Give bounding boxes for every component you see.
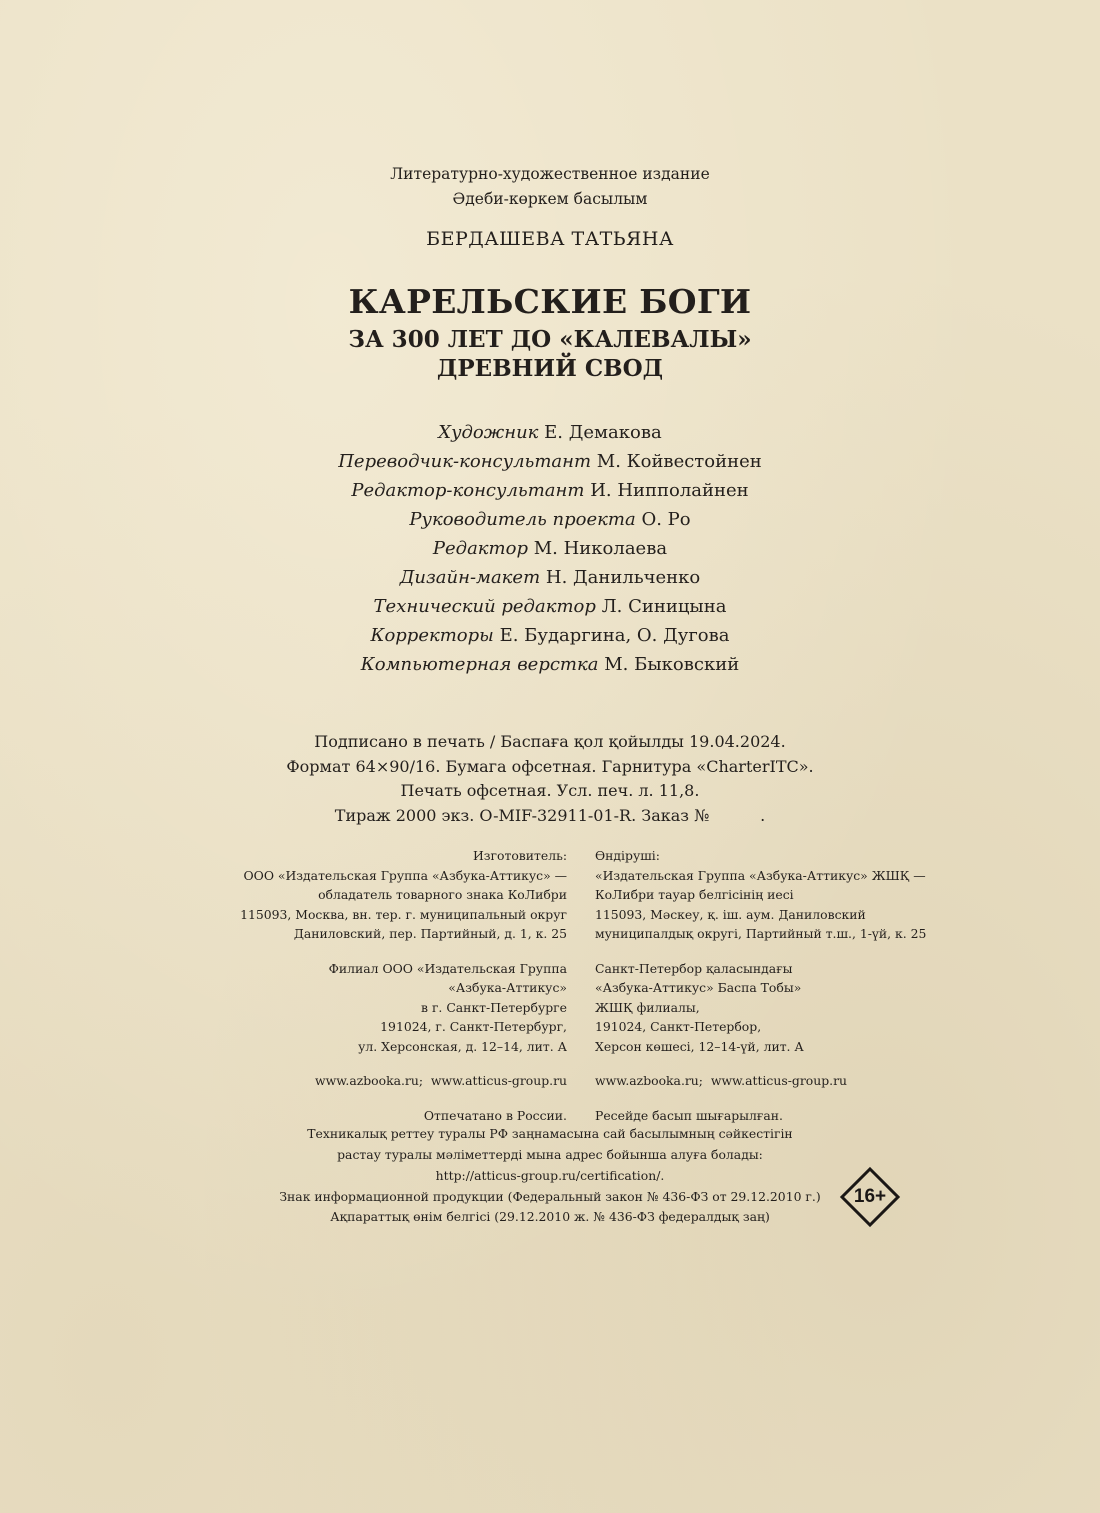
credit-name: М. Быковский <box>604 654 740 675</box>
imprint-line: Тираж 2000 экз. O-MIF-32911-01-R. Заказ № . <box>334 805 766 825</box>
credit-line <box>0 534 1100 563</box>
credit-role: Художник <box>438 422 539 443</box>
credit-role: Компьютерная верстка <box>360 654 599 675</box>
imprint-line: Формат 64×90/16. Бумага офсетная. Гарнитура «CharterITC». <box>286 756 814 776</box>
credit-role: Дизайн-макет <box>399 567 541 588</box>
edition-line-kk: Әдеби-көркем басылым <box>452 190 648 208</box>
manufacturer-line: КоЛибри тауар белгісінің иесі <box>595 887 794 902</box>
book-subtitle <box>0 325 1100 383</box>
branch-line: «Азбука-Аттикус» Баспа Тобы» <box>595 980 802 995</box>
credits-list <box>0 418 1100 679</box>
manufacturer-line: 115093, Москва, вн. тер. г. муниципальный округ <box>240 906 567 922</box>
websites-kk: www.azbooka.ru; www.atticus-group.ru <box>595 1073 847 1088</box>
subtitle-line-1: ЗА 300 ЛЕТ ДО «КАЛЕВАЛЫ» <box>348 326 752 353</box>
credit-name: Е. Бударгина, О. Дугова <box>499 625 730 646</box>
printed-in-kk: Ресейде басып шығарылған. <box>595 1107 783 1123</box>
branch-line: в г. Санкт-Петербурге <box>421 999 567 1015</box>
credit-line <box>0 447 1100 476</box>
sign-line-ru: Знак информационной продукции (Федеральный закон № 436-ФЗ от 29.12.2010 г.) <box>279 1189 821 1204</box>
credit-line <box>0 621 1100 650</box>
manufacturer-line: «Издательская Группа «Азбука-Аттикус» ЖШҚ — <box>595 867 926 883</box>
age-rating-label: 16+ <box>853 1186 887 1207</box>
branch-block-kk <box>595 959 975 1057</box>
certification-note <box>0 1123 1100 1186</box>
branch-line: «Азбука-Аттикус» <box>448 980 567 995</box>
publisher-info-ru <box>187 846 567 1140</box>
certification-url: http://atticus-group.ru/certification/. <box>435 1168 665 1183</box>
author-name: БЕРДАШЕВА ТАТЬЯНА <box>426 228 674 250</box>
credit-line <box>0 563 1100 592</box>
edition-line-ru: Литературно-художественное издание <box>390 165 710 183</box>
sign-line-kk: Ақпараттық өнім белгісі (29.12.2010 ж. № 436-ФЗ федералдық заң) <box>330 1209 770 1224</box>
certification-line: растау туралы мәліметтерді мына адрес бойынша алуға болады: <box>337 1147 763 1162</box>
credit-line <box>0 505 1100 534</box>
manufacturer-block-ru <box>187 846 567 944</box>
edition-type <box>0 162 1100 212</box>
manufacturer-line: обладатель товарного знака КоЛибри <box>318 887 567 902</box>
branch-line: 191024, Санкт-Петербор, <box>595 1019 762 1034</box>
branch-line: Филиал ООО «Издательская Группа <box>328 960 567 976</box>
manufacturer-line: Даниловский, пер. Партийный, д. 1, к. 25 <box>293 926 567 941</box>
book-title: КАРЕЛЬСКИЕ БОГИ <box>348 282 752 321</box>
credit-name: М. Николаева <box>533 538 668 559</box>
publisher-info-kk <box>595 846 975 1140</box>
credit-role: Редактор-консультант <box>351 480 585 501</box>
credit-role: Переводчик-консультант <box>338 451 592 472</box>
branch-line: 191024, г. Санкт-Петербург, <box>380 1019 567 1034</box>
branch-line: Херсон көшесі, 12–14-үй, лит. А <box>595 1038 804 1054</box>
branch-line: ЖШҚ филиалы, <box>595 999 700 1015</box>
imprint-line: Печать офсетная. Усл. печ. л. 11,8. <box>400 781 700 800</box>
subtitle-line-2: ДРЕВНИЙ СВОД <box>436 355 664 382</box>
branch-block-ru <box>187 959 567 1057</box>
manufacturer-label: Изготовитель: <box>472 848 567 863</box>
credit-role: Технический редактор <box>373 596 596 617</box>
credit-role: Руководитель проекта <box>409 509 636 530</box>
manufacturer-line: ООО «Издательская Группа «Азбука-Аттикус» — <box>243 867 567 883</box>
credit-name: И. Нипполайнен <box>590 480 749 501</box>
branch-line: ул. Херсонская, д. 12–14, лит. А <box>358 1038 567 1054</box>
manufacturer-line: 115093, Мәскеу, қ. іш. аум. Даниловский <box>595 906 866 922</box>
credit-line <box>0 418 1100 447</box>
manufacturer-block-kk <box>595 846 975 944</box>
info-product-sign <box>0 1187 1100 1227</box>
websites-ru: www.azbooka.ru; www.atticus-group.ru <box>315 1073 567 1088</box>
credit-name: Л. Синицына <box>601 596 727 617</box>
certification-line: Техникалық реттеу туралы РФ заңнамасына сай басылымның сәйкестігін <box>307 1126 793 1141</box>
imprint-line: Подписано в печать / Баспаға қол қойылды 19.04.2024. <box>314 732 786 751</box>
credit-name: Н. Данильченко <box>545 567 701 588</box>
credit-name: О. Ро <box>641 509 691 530</box>
credit-name: М. Койвестойнен <box>596 451 762 472</box>
manufacturer-label: Өндіруші: <box>595 848 660 863</box>
credit-role: Корректоры <box>370 625 494 646</box>
printed-in-ru: Отпечатано в России. <box>423 1107 567 1123</box>
credit-name: Е. Демакова <box>544 422 662 443</box>
print-details <box>0 730 1100 828</box>
branch-line: Санкт-Петербор қаласындағы <box>595 960 793 976</box>
info-product-text <box>279 1187 820 1227</box>
credit-role: Редактор <box>432 538 528 559</box>
credit-line <box>0 592 1100 621</box>
credit-line <box>0 650 1100 679</box>
credit-line <box>0 476 1100 505</box>
age-rating-badge <box>839 1166 901 1228</box>
manufacturer-line: муниципалдық округі, Партийный т.ш., 1-үй, к. 25 <box>595 926 927 941</box>
